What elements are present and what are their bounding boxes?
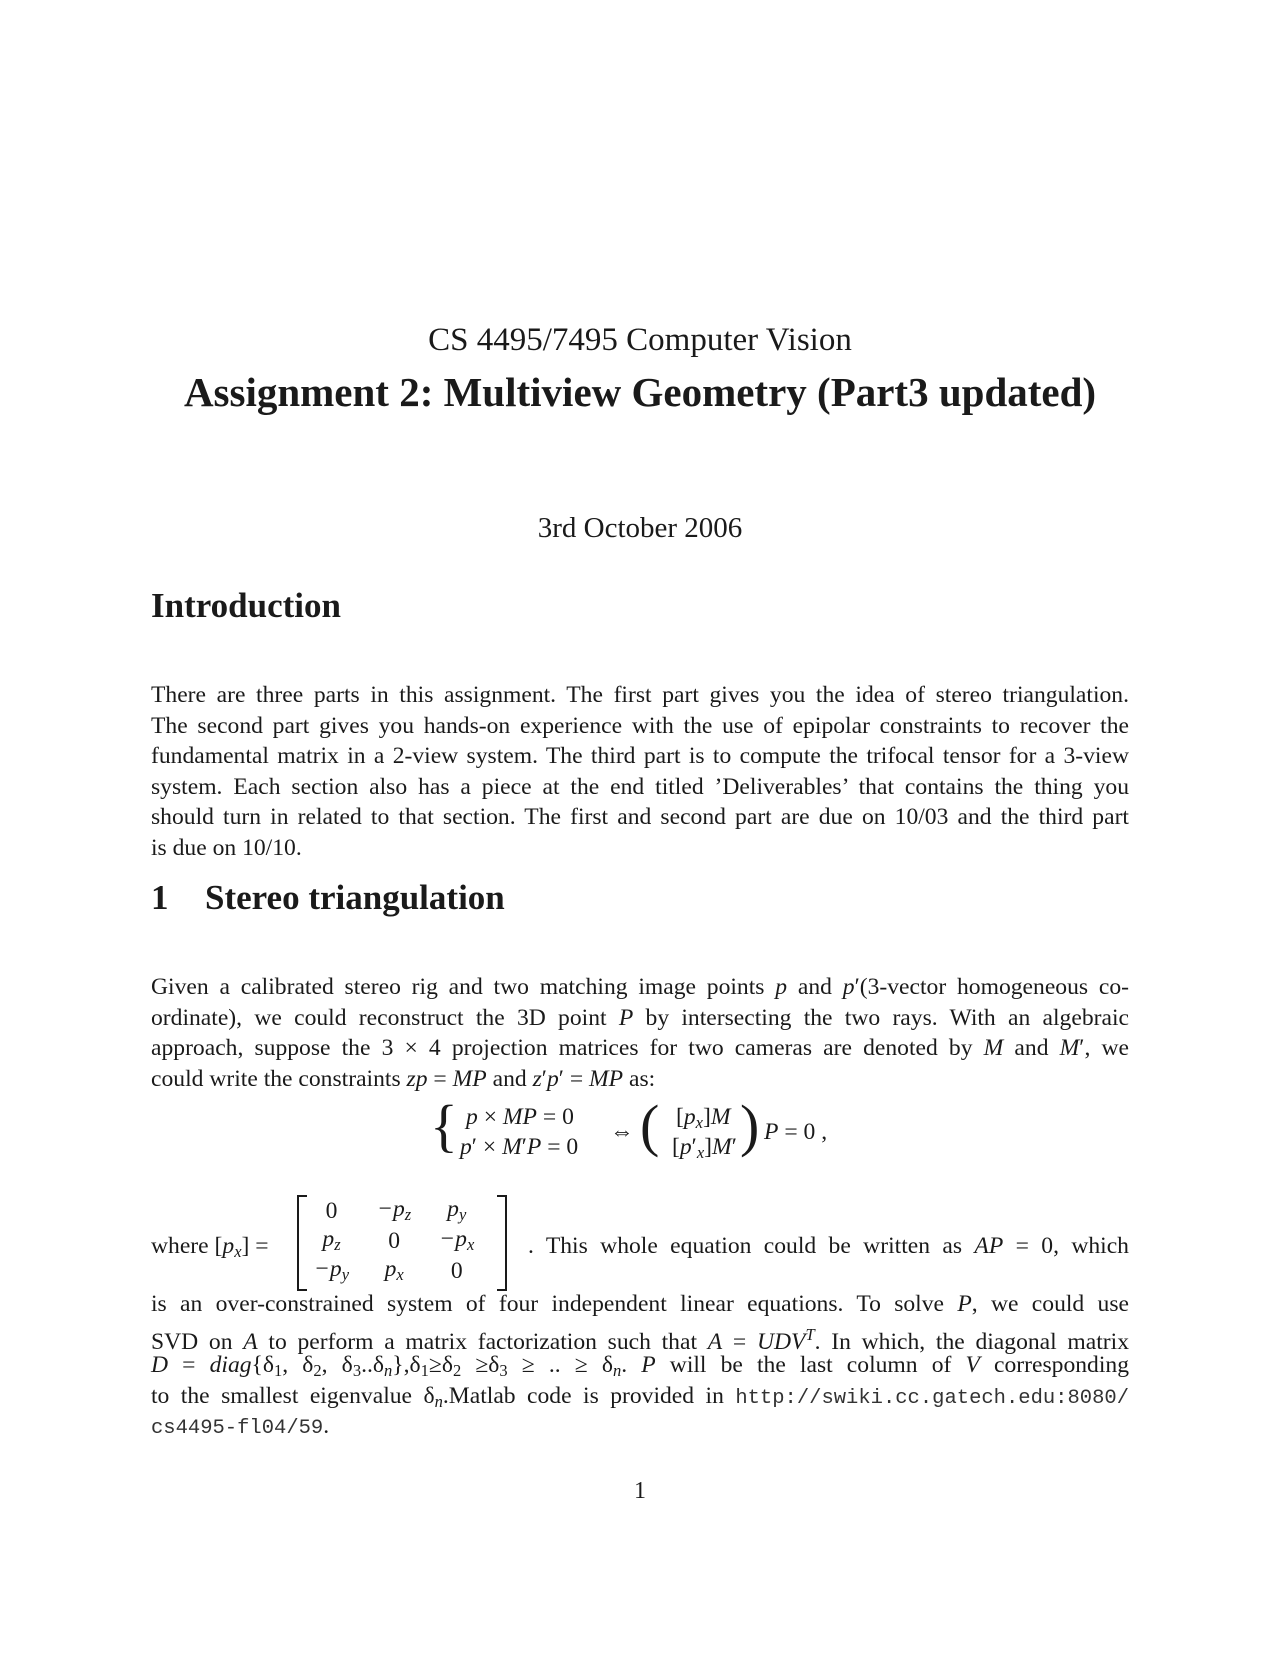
document-page: CS 4495/7495 Computer Vision Assignment 2: Multiview Geometry (Part3 updated) 3rd October 2006 Introduction There are three parts in this assignment. The first part gives you the idea of stereo triangulation. The second part gives you hands-on experience with the use of epipolar constraints to recover the fundamental matrix in a 2-view system. The third part is to compute the trifocal tensor for a 3-view system. Each section also has a piece at the end titled ’Deliverables’ that contains the thing you should turn in related to that section. The first and second part are due on 10/03 and the third part is due on 10/10. 1 Stereo triangulation Given a calibrated stereo rig and two matching image points p and p′(3-vector homogeneous co- ordinate), we could reconstruct the 3D point P by intersecting the two rays. With an algebraic approach, suppose the 3 × 4 projection matrices for two cameras are denoted by M and M′, we could write the constraints zp = MP and z′p′ = MP as: { p × MP = 0 p′ × M′P = 0 ⇔ ( $[p_x]M$ $[p'_x]M'$ ) P = 0 , where $[p_x]$ = 0 $-p_z$ $p_y$ $p_z$ 0 $-p_x$ $-p_y$ $p_x$ 0 . This whole equation could be written as AP = 0, which is an over-constrained system of four independent linear equations. To solve P, we could use SVD on A to perform a matrix factorization such that $A = UDV^T$. In which, the diagonal matrix $D = diag\{\delta_1$, $\delta_2$, $\delta_3..\delta_n\},\delta_1\ge\delta_2 \ge\delta_3$ ≥ .. ≥ $\delta_n$. P will be the last column of V corresponding to the smallest eigenvalue $\delta_n.Matlab$ code is provided in http://swiki.cc.gatech.edu:8080/ cs4495-fl04/59. 1	[0, 0, 1280, 1656]
intro-line: The second part gives you hands-on experience with the use of epipolar constraints to recover the	[151, 712, 1129, 739]
matlab-url[interactable]: http://swiki.cc.gatech.edu:8080/	[735, 1386, 1129, 1410]
matlab-url-continued[interactable]: cs4495-fl04/59	[151, 1417, 324, 1440]
para-line: approach, suppose the 3 × 4 projection matrices for two cameras are denoted by M and M′, we	[151, 1035, 1129, 1061]
section-title: Stereo triangulation	[205, 878, 505, 917]
intro-heading: Introduction	[151, 586, 341, 625]
matrix-followup: . This whole equation could be written as AP = 0, which	[528, 1233, 1129, 1259]
para-line: to the smallest eigenvalue $\delta_n.Matlab$ code is provided in http://swiki.cc.gatech.edu:8080/	[151, 1382, 1129, 1411]
assignment-title: Assignment 2: Multiview Geometry (Part3 updated)	[183, 369, 1097, 415]
intro-line: fundamental matrix in a 2-view system. The third part is to compute the trifocal tensor for a 3-view	[151, 743, 1129, 769]
page-number: 1	[634, 1478, 646, 1504]
document-date: 3rd October 2006	[537, 512, 743, 544]
para-line: cs4495-fl04/59.	[151, 1413, 330, 1440]
section1-paragraph2	[151, 1289, 1129, 1442]
skew-matrix: 0 $-p_z$ $p_y$ $p_z$ 0 $-p_x$ $-p_y$ $p_x$ 0	[314, 1196, 475, 1285]
para-line: ordinate), we could reconstruct the 3D point P by intersecting the two rays. With an algebraic	[151, 1004, 1129, 1031]
section1-heading	[151, 878, 505, 918]
where-label: where $[p_x]$ =	[151, 1233, 269, 1262]
section1-paragraph1	[151, 972, 1129, 1094]
intro-line: system. Each section also has a piece at the end titled ’Deliverables’ that contains the thing you	[151, 773, 1129, 800]
course-name: CS 4495/7495 Computer Vision	[428, 322, 852, 358]
para-line: Given a calibrated stereo rig and two matching image points p and p′(3-vector homogeneous co-	[151, 974, 1129, 1000]
section-number: 1	[151, 878, 169, 917]
intro-line: There are three parts in this assignment. The first part gives you the idea of stereo triangulation.	[151, 682, 1129, 708]
para-line: is an over-constrained system of four independent linear equations. To solve P, we could use	[151, 1291, 1129, 1317]
intro-paragraph	[151, 680, 1129, 863]
intro-line: is due on 10/10.	[151, 834, 302, 861]
para-line: SVD on A to perform a matrix factorization such that $A = UDV^T$. In which, the diagonal matrix	[151, 1324, 1130, 1355]
para-line: $D = diag\{\delta_1$, $\delta_2$, $\delta_3..\delta_n\},\delta_1\ge\delta_2 \ge\delta_3$ ≥ .. ≥ $\delta_n$. P will be the last column of V corresponding	[151, 1352, 1130, 1381]
intro-line: should turn in related to that section. The first and second part are due on 10/03 and the third part	[151, 804, 1129, 830]
para-line: could write the constraints zp = MP and z′p′ = MP as:	[151, 1065, 656, 1092]
